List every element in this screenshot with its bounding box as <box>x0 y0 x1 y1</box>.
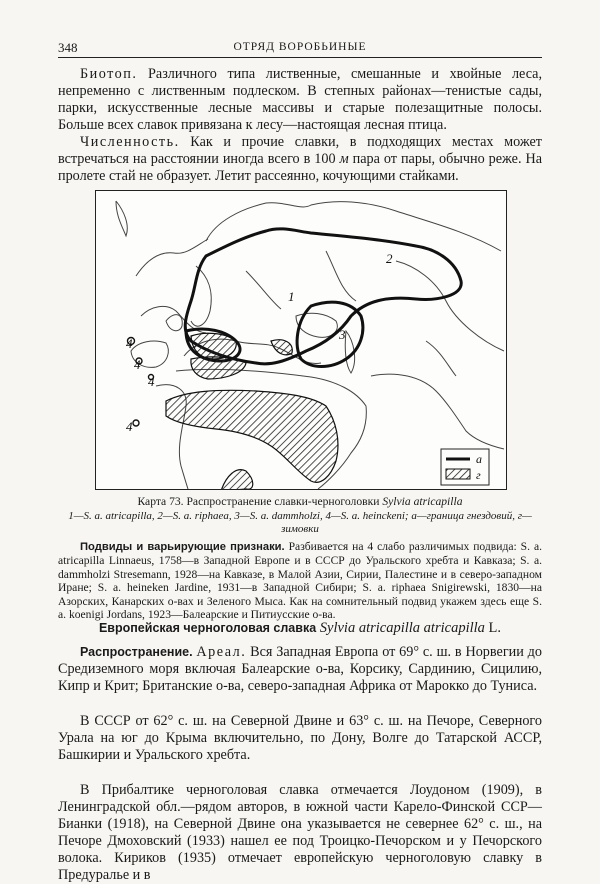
biotop-label: Биотоп. <box>80 66 138 82</box>
arctic-coast-line <box>206 202 501 251</box>
subspecies-text: Разбивается на 4 слабо различимых подвида: S. a. atricapilla Linnaeus, 1758—в Западной Европе и в СССР до Уральского хребта и Кавказа; S. a. dammholzi Stresemann, 1928—на Кавказе, в Малой Азии, Сирии, Палестине и в северо-западном Иране; S. a. heineken Jardine, 1931—в Западной Сибири; S. a. riphaea Snigirewski, 1830—на Азорских, Канарских о-вах и Зеленого Мыса. Как на сомнительный подвид укажем здесь еще S. a. koenigi Jordans, 1923—Балеарские и Питиусские о-ва. <box>58 540 542 622</box>
page-number: 348 <box>58 40 78 55</box>
distribution-text-3: В Прибалтике черноголовая славка отмечается Лоудоном (1909), в Ленинградской обл.—рядом авторов, в южной части Карело-Финской ССР—Бианки (1918), на Северной Двине она указывается не севернее 62° с. ш., на Печоре Дмоховский (1933) нашел ее под Троицко-Печорском и у Печорского волока. Кириков (1935) отмечает европейскую черноголовую славку в Предуралье и в <box>58 782 542 883</box>
distribution-paragraph-1 <box>58 644 542 695</box>
abundance-label: Численность. <box>80 134 180 150</box>
asia-river-line <box>396 261 504 351</box>
map-caption <box>58 495 542 536</box>
section-title-latin: Sylvia atricapilla atricapilla <box>319 620 485 636</box>
distribution-text-2: В СССР от 62° с. ш. на Северной Двине и 63° с. ш. на Печоре, Северного Урала на юг до Крыма включительно, по Дону, Волге до Татарской АССР, Башкирии и Уральского хребта. <box>58 713 542 763</box>
map-drawing <box>96 191 506 489</box>
wintering-area-africa-south <box>221 470 253 489</box>
map-label-3: 3 <box>339 327 346 342</box>
map-label-2: 2 <box>386 251 393 266</box>
subspecies-heading: Подвиды и варьирующие признаки. <box>80 541 285 553</box>
distribution-paragraph-2 <box>58 713 542 764</box>
wintering-area-italy <box>271 340 292 355</box>
map-label-4-b: 4 <box>134 357 141 372</box>
legend-label-a: а <box>476 452 482 466</box>
caption-species: Sylvia atricapilla <box>382 495 463 508</box>
biotop-text: Различного типа лиственные, смешанные и хвойные леса, непременно с лиственным подлеском. В степных районах—тенистые сады, парки, искусственные лесные массивы и старые полезащитные полосы. Больше всех славок привязана к лесу—настоящая лесная птица. <box>58 66 543 133</box>
range-map <box>95 190 507 490</box>
britain-outline <box>166 315 182 331</box>
caption-text: Карта 73. Распространение славки-черноголовки <box>137 495 380 508</box>
map-label-4-a: 4 <box>126 336 133 351</box>
iceland-outline <box>116 201 127 236</box>
abundance-unit: м <box>339 151 349 167</box>
distribution-heading: Распространение. <box>80 645 193 659</box>
asia-river-line-2 <box>426 341 456 376</box>
breeding-boundary-subspecies-3 <box>297 302 363 366</box>
european-river-line <box>246 271 281 309</box>
section-title-author: L. <box>488 620 502 636</box>
wintering-area-africa <box>166 390 338 482</box>
distribution-text-1: Вся Западная Европа от 69° с. ш. в Норвегии до Средиземного моря включая Балеарские о-ва, Корсику, Сардинию, Сицилию, Кипр и Крит; Британские о-ва, северо-западная Африка от Марокко до Туниса. <box>58 644 542 694</box>
legend-wintering-swatch <box>446 469 470 479</box>
abundance-paragraph <box>58 134 542 185</box>
abundance-text-before: Как и прочие славки, в подходящих местах может встречаться на расстоянии иногда всего в 100 <box>58 134 543 167</box>
section-title <box>58 620 542 637</box>
biotop-paragraph <box>58 66 542 134</box>
baltic-coast-line <box>191 266 211 326</box>
distribution-paragraph-3 <box>58 782 542 884</box>
map-label-1: 1 <box>288 289 295 304</box>
volga-river-line <box>326 251 356 301</box>
subspecies-paragraph <box>58 540 542 621</box>
island-cape-verde <box>133 420 139 426</box>
asia-south-coast-line <box>371 374 504 449</box>
abundance-text-after: пара от пары, обычно реже. На пролете стай не образует. Летит рассеянно, кочующими стайками. <box>58 151 543 184</box>
running-title: ОТРЯД ВОРОБЬИНЫЕ <box>233 41 367 53</box>
map-label-4-c: 4 <box>148 374 155 389</box>
map-label-4-d: 4 <box>126 419 133 434</box>
wintering-area-north-africa <box>191 357 246 379</box>
map-legend <box>441 449 489 485</box>
caption-line-1 <box>58 495 542 508</box>
header-rule <box>58 57 542 58</box>
section-title-text: Европейская черноголовая славка <box>98 621 317 635</box>
caption-line-2: 1—S. a. atricapilla, 2—S. a. riphaea, 3—S. a. dammholzi, 4—S. a. heinckeni; а—граница гнездовий, г—зимовки <box>68 510 532 535</box>
areal-label: Ареал. <box>196 644 247 660</box>
legend-label-g: г <box>476 468 481 482</box>
